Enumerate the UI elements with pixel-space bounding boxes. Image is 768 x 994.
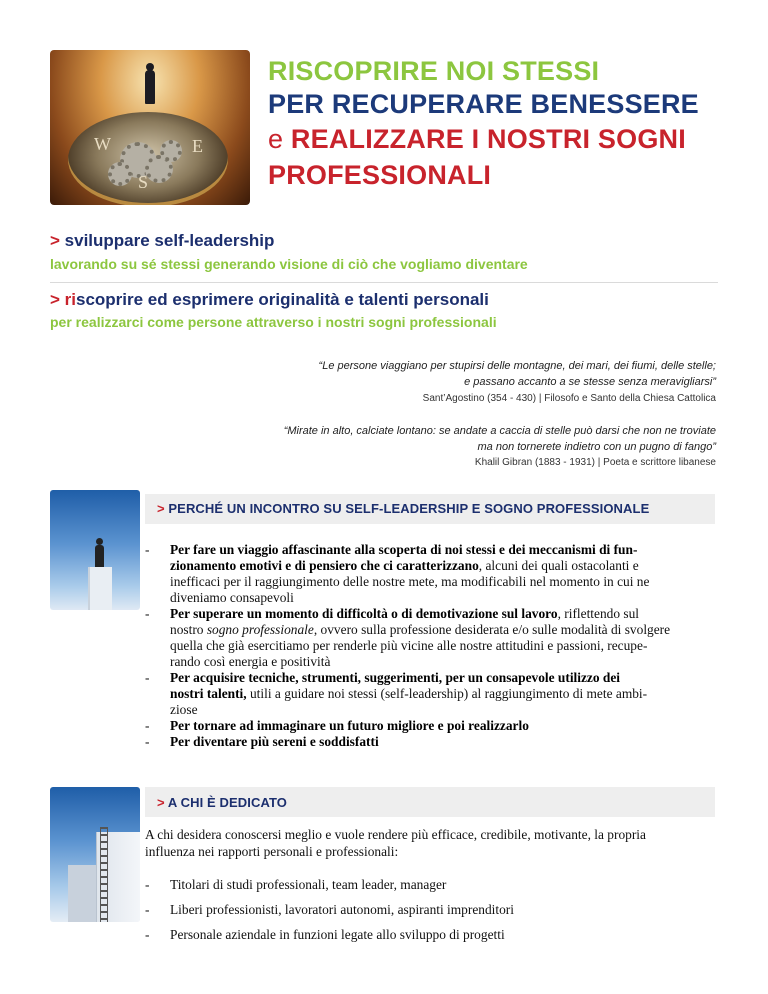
list-item-line: Per diventare più sereni e soddisfatti [170,734,379,749]
list-dash: - [145,606,150,621]
list-item-line: ziose [170,702,198,717]
objective-1-subtitle: lavorando su sé stessi generando visione di ciò che vogliamo diventare [50,256,528,272]
standing-man-body [145,70,155,104]
man-body [95,545,104,567]
objective-2-heading-text: scoprire ed esprimere originalità e talenti personali [76,290,489,309]
building-ladder-image [50,787,140,922]
section-marker: > [157,501,169,516]
section-marker: > [157,795,168,810]
list-dash: - [145,902,150,917]
list-item-line: quella che già esercitiamo per renderle più vicine alle nostre attitudini e passioni, recupe- [170,638,648,653]
ladder-shape [100,827,108,922]
quote-2-source: Khalil Gibran (1883 - 1931) | Poeta e scrittore libanese [474,457,716,468]
quote-1-source: Sant’Agostino (354 - 430) | Filosofo e Santo della Chiesa Cattolica [422,393,716,404]
objective-2-subtitle: per realizzarci come persone attraverso i nostri sogni professionali [50,314,497,330]
section-1-title [157,501,649,516]
list-item-line: zionamento emotivi e di pensiero che ci caratterizzano, alcuni dei quali ostacolanti e [170,558,639,573]
audience-list-item: Liberi professionisti, lavoratori autonomi, aspiranti imprenditori [170,902,514,917]
objective-2-heading-highlight: ri [64,290,76,309]
gear-icon [108,162,132,186]
objective-2-heading [50,290,489,310]
list-item-line: diveniamo consapevoli [170,590,294,605]
compass-letter-e: E [192,136,203,156]
section-1-title-text: PERCHÉ UN INCONTRO SU SELF-LEADERSHIP E SOGNO PROFESSIONALE [168,501,650,516]
audience-list-item: Personale aziendale in funzioni legate allo sviluppo di progetti [170,927,505,942]
section-2-intro-line-2: influenza nei rapporti personali e professionali: [145,844,399,859]
objective-1-heading-text: sviluppare self-leadership [64,231,275,250]
objective-marker: > [50,231,65,250]
hero-compass-image [50,50,250,205]
title-line-4: PROFESSIONALI [268,160,492,190]
title-line-2: PER RECUPERARE BENESSERE [268,89,699,119]
list-dash: - [145,670,150,685]
man-icon [96,538,103,545]
title-line-1: RISCOPRIRE NOI STESSI [268,56,600,86]
man-on-pillar-image [50,490,140,610]
quote-2-line-1: “Mirate in alto, calciate lontano: se andate a caccia di stelle può darsi che non ne troviate [283,425,716,437]
list-item-line: Per fare un viaggio affascinante alla scoperta di noi stessi e dei meccanismi di fun- [170,542,638,557]
title-line-3-text: REALIZZARE I NOSTRI SOGNI [290,124,686,154]
section-divider [50,282,718,283]
list-item-line: rando così energia e positività [170,654,331,669]
compass-letter-s: S [138,172,149,192]
section-2-title-text: A CHI È DEDICATO [167,795,288,810]
title-line-3-prefix: e [268,124,291,154]
audience-list-item: Titolari di studi professionali, team leader, manager [170,877,447,892]
list-item-line: inefficaci per il raggiungimento delle nostre mete, ma modificabili nel momento in cui ne [170,574,650,589]
compass-letter-w: W [94,134,111,154]
list-item-line: Per superare un momento di difficoltà o di demotivazione sul lavoro, riflettendo sul [170,606,640,621]
building-side-shape [68,865,98,922]
list-dash: - [145,718,150,733]
quote-2-line-2: ma non tornerete indietro con un pugno di fango” [477,441,716,453]
quote-1-line-2: e passano accanto a se stesse senza meravigliarsi” [464,376,716,388]
objective-marker: > [50,290,65,309]
list-item-line: nostri talenti, utili a guidare noi stessi (self-leadership) al raggiungimento di mete ambi- [170,686,648,701]
list-item-line: Per tornare ad immaginare un futuro migliore e poi realizzarlo [170,718,529,733]
list-dash: - [145,542,150,557]
objective-1-heading [50,231,274,251]
list-dash: - [145,927,150,942]
list-item-line: nostro sogno professionale, ovvero sulla professione desiderata e/o sulle modalità di svolgere [170,622,671,637]
list-dash: - [145,734,150,749]
pillar-shape [88,567,112,610]
section-2-title [157,795,287,810]
list-dash: - [145,877,150,892]
section-2-intro [145,826,717,860]
title-line-3 [268,124,686,155]
list-item-line: Per acquisire tecniche, strumenti, suggerimenti, per un consapevole utilizzo dei [170,670,621,685]
section-2-intro-line-1: A chi desidera conoscersi meglio e vuole rendere più efficace, credibile, motivante, la propria [145,827,646,842]
gear-icon [160,140,182,162]
quote-1-line-1: “Le persone viaggiano per stupirsi delle montagne, dei mari, dei fiumi, delle stelle; [318,360,716,372]
